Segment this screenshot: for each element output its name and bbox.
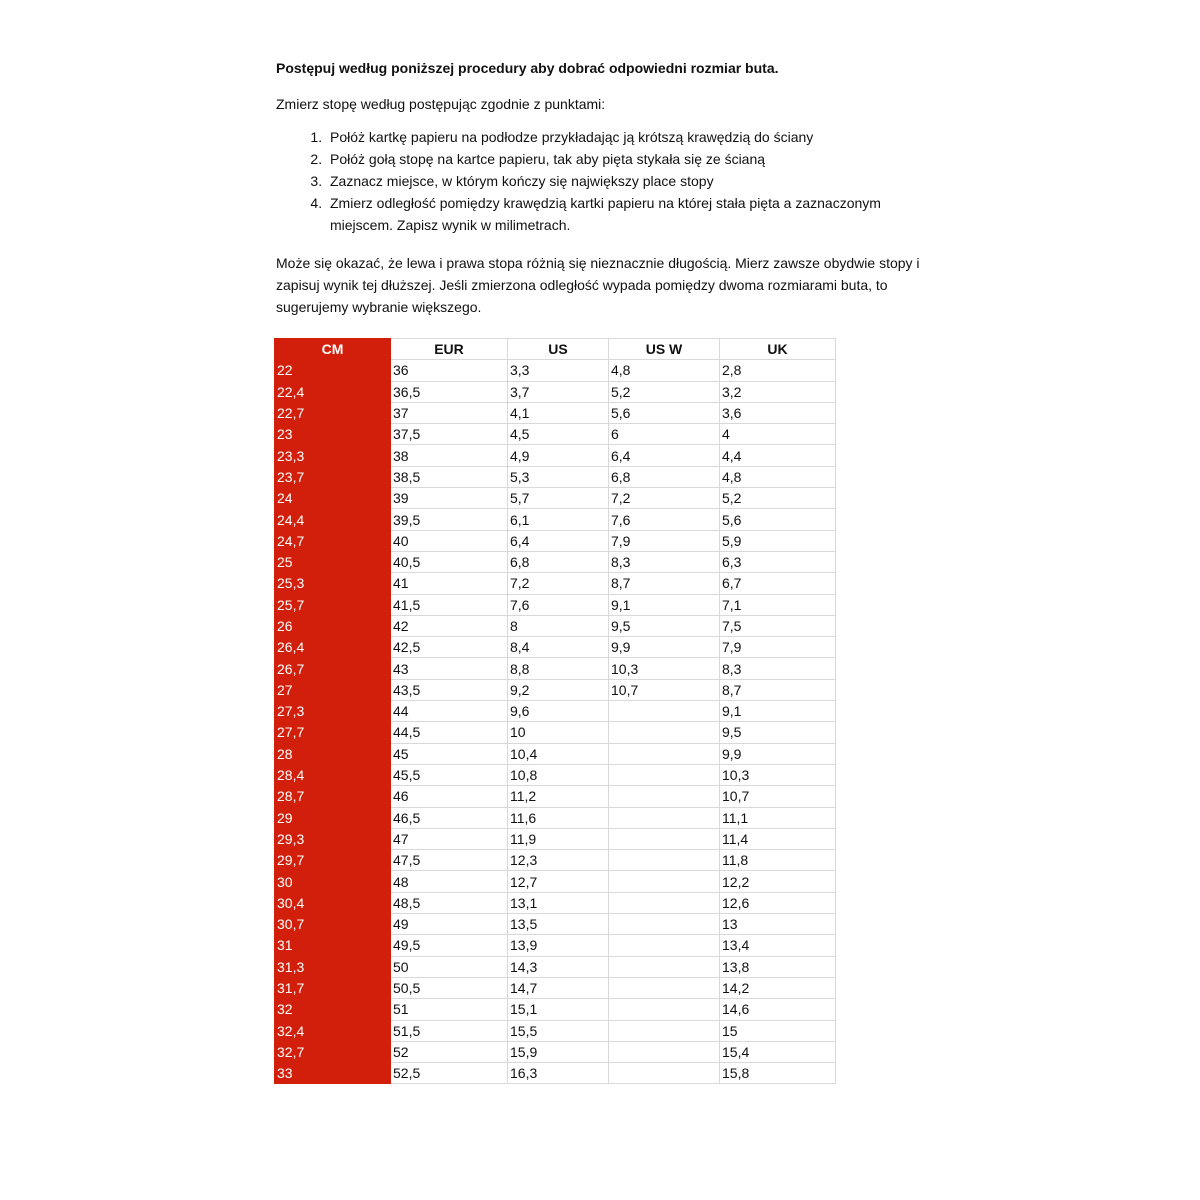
table-row [275, 956, 836, 977]
table-cell: 52,5 [391, 1063, 508, 1084]
table-cell: 30,7 [275, 914, 391, 935]
table-cell: 14,2 [720, 977, 836, 998]
table-cell: 45,5 [391, 764, 508, 785]
table-cell: 7,9 [609, 530, 720, 551]
table-cell: 13,8 [720, 956, 836, 977]
table-cell: 11,8 [720, 850, 836, 871]
table-cell: 47 [391, 828, 508, 849]
table-row [275, 488, 836, 509]
table-cell: 8,7 [720, 679, 836, 700]
table-row [275, 1063, 836, 1084]
table-cell: 8,4 [508, 637, 609, 658]
table-cell: 28,4 [275, 764, 391, 785]
table-cell [609, 1020, 720, 1041]
table-cell: 8 [508, 615, 609, 636]
table-cell [609, 850, 720, 871]
table-cell: 26 [275, 615, 391, 636]
column-header-us-w: US W [609, 339, 720, 360]
table-cell: 5,6 [609, 402, 720, 423]
table-cell: 42 [391, 615, 508, 636]
table-cell: 27,3 [275, 701, 391, 722]
table-cell: 49 [391, 914, 508, 935]
table-cell: 36 [391, 360, 508, 381]
table-cell: 5,9 [720, 530, 836, 551]
table-cell: 11,9 [508, 828, 609, 849]
table-cell: 10,7 [720, 786, 836, 807]
table-cell: 41 [391, 573, 508, 594]
table-row [275, 466, 836, 487]
table-cell: 15,8 [720, 1063, 836, 1084]
table-cell: 7,2 [609, 488, 720, 509]
table-cell: 13,1 [508, 892, 609, 913]
step-item: 3. Zaznacz miejsce, w którym kończy się największy place stopy [326, 170, 926, 192]
table-cell: 2,8 [720, 360, 836, 381]
instructions [276, 58, 926, 336]
table-row [275, 445, 836, 466]
step-item: 1. Połóż kartkę papieru na podłodze przykładając ją krótszą krawędzią do ściany [326, 126, 926, 148]
table-cell: 4 [720, 424, 836, 445]
table-cell: 37 [391, 402, 508, 423]
table-cell: 4,1 [508, 402, 609, 423]
table-cell: 7,6 [508, 594, 609, 615]
table-cell: 11,2 [508, 786, 609, 807]
table-cell: 8,3 [609, 551, 720, 572]
table-cell: 11,4 [720, 828, 836, 849]
column-header-us: US [508, 339, 609, 360]
table-cell: 25,7 [275, 594, 391, 615]
table-cell: 29,3 [275, 828, 391, 849]
table-cell: 9,9 [609, 637, 720, 658]
table-cell: 12,6 [720, 892, 836, 913]
table-cell: 7,2 [508, 573, 609, 594]
table-cell: 22 [275, 360, 391, 381]
table-row [275, 424, 836, 445]
table-cell [609, 828, 720, 849]
table-cell: 42,5 [391, 637, 508, 658]
note-text: Może się okazać, że lewa i prawa stopa różnią się nieznacznie długością. Mierz zawsze obydwie stopy i zapisuj wynik tej dłuższej. Jeśli zmierzona odległość wypada pomiędzy dwoma rozmiarami buta, to sugerujemy wybranie większego. [276, 255, 920, 315]
table-cell: 3,2 [720, 381, 836, 402]
table-cell: 31,3 [275, 956, 391, 977]
table-cell: 6,4 [508, 530, 609, 551]
table-cell: 9,5 [720, 722, 836, 743]
table-cell: 11,6 [508, 807, 609, 828]
table-cell: 8,3 [720, 658, 836, 679]
table-cell: 45 [391, 743, 508, 764]
table-cell: 5,7 [508, 488, 609, 509]
table-cell: 47,5 [391, 850, 508, 871]
table-row [275, 594, 836, 615]
table-cell: 37,5 [391, 424, 508, 445]
table-row [275, 807, 836, 828]
table-cell: 3,3 [508, 360, 609, 381]
column-header-eur: EUR [391, 339, 508, 360]
table-cell: 5,6 [720, 509, 836, 530]
table-cell: 12,7 [508, 871, 609, 892]
table-cell [609, 743, 720, 764]
table-row [275, 637, 836, 658]
table-cell: 6,7 [720, 573, 836, 594]
table-row [275, 402, 836, 423]
table-cell: 4,8 [720, 466, 836, 487]
column-header-uk: UK [720, 339, 836, 360]
table-cell: 26,7 [275, 658, 391, 679]
table-row [275, 743, 836, 764]
table-cell [609, 701, 720, 722]
table-cell: 7,6 [609, 509, 720, 530]
table-cell: 46 [391, 786, 508, 807]
table-cell: 51,5 [391, 1020, 508, 1041]
table-cell: 9,1 [720, 701, 836, 722]
table-body [275, 360, 836, 1084]
table-row [275, 977, 836, 998]
table-cell: 29,7 [275, 850, 391, 871]
table-cell: 10,3 [720, 764, 836, 785]
table-cell: 30,4 [275, 892, 391, 913]
table-cell [609, 999, 720, 1020]
table-row [275, 850, 836, 871]
table-cell: 9,1 [609, 594, 720, 615]
table-row [275, 935, 836, 956]
table-cell [609, 935, 720, 956]
table-cell: 30 [275, 871, 391, 892]
table-row [275, 786, 836, 807]
table-cell: 32 [275, 999, 391, 1020]
table-row [275, 871, 836, 892]
table-cell: 8,8 [508, 658, 609, 679]
table-cell: 7,5 [720, 615, 836, 636]
table-cell: 23,7 [275, 466, 391, 487]
table-cell: 40,5 [391, 551, 508, 572]
table-cell: 26,4 [275, 637, 391, 658]
table-row [275, 828, 836, 849]
table-cell: 28,7 [275, 786, 391, 807]
table-row [275, 999, 836, 1020]
table-row [275, 530, 836, 551]
table-cell: 13,5 [508, 914, 609, 935]
table-cell: 3,7 [508, 381, 609, 402]
table-cell: 5,3 [508, 466, 609, 487]
table-row [275, 722, 836, 743]
table-cell: 6,1 [508, 509, 609, 530]
table-cell [609, 722, 720, 743]
table-cell: 5,2 [720, 488, 836, 509]
table-cell: 4,4 [720, 445, 836, 466]
table-cell: 15 [720, 1020, 836, 1041]
table-row [275, 658, 836, 679]
table-cell: 15,1 [508, 999, 609, 1020]
table-cell: 7,1 [720, 594, 836, 615]
table-cell: 10 [508, 722, 609, 743]
table-cell: 9,2 [508, 679, 609, 700]
table-cell: 5,2 [609, 381, 720, 402]
step-item: 2. Połóż gołą stopę na kartce papieru, tak aby pięta stykała się ze ścianą [326, 148, 926, 170]
table-cell: 11,1 [720, 807, 836, 828]
table-cell: 41,5 [391, 594, 508, 615]
table-cell: 13,4 [720, 935, 836, 956]
table-cell: 46,5 [391, 807, 508, 828]
table-cell: 48 [391, 871, 508, 892]
table-cell: 8,7 [609, 573, 720, 594]
table-cell: 16,3 [508, 1063, 609, 1084]
table-cell: 24,4 [275, 509, 391, 530]
table-cell: 25 [275, 551, 391, 572]
table-cell: 6,8 [508, 551, 609, 572]
table-row [275, 679, 836, 700]
table-cell: 32,7 [275, 1041, 391, 1062]
header-row [275, 339, 836, 360]
table-cell: 6,4 [609, 445, 720, 466]
table-row [275, 892, 836, 913]
table-cell: 48,5 [391, 892, 508, 913]
table-cell [609, 786, 720, 807]
table-row [275, 381, 836, 402]
table-cell: 4,9 [508, 445, 609, 466]
table-cell: 27,7 [275, 722, 391, 743]
table-cell: 9,5 [609, 615, 720, 636]
table-cell: 13,9 [508, 935, 609, 956]
table-cell: 6,3 [720, 551, 836, 572]
table-cell: 4,5 [508, 424, 609, 445]
table-row [275, 360, 836, 381]
table-cell: 14,3 [508, 956, 609, 977]
table-cell: 24,7 [275, 530, 391, 551]
table-cell: 29 [275, 807, 391, 828]
table-cell: 6 [609, 424, 720, 445]
table-cell [609, 807, 720, 828]
table-cell: 15,4 [720, 1041, 836, 1062]
table-cell: 38 [391, 445, 508, 466]
table-cell: 28 [275, 743, 391, 764]
table-row [275, 1020, 836, 1041]
table-cell [609, 914, 720, 935]
table-cell: 40 [391, 530, 508, 551]
table-cell: 14,6 [720, 999, 836, 1020]
table-cell: 52 [391, 1041, 508, 1062]
table-cell: 33 [275, 1063, 391, 1084]
table-cell [609, 1063, 720, 1084]
table-cell: 9,6 [508, 701, 609, 722]
intro-text: Zmierz stopę według postępując zgodnie z punktami: [276, 96, 606, 112]
table-cell: 9,9 [720, 743, 836, 764]
table-cell: 22,4 [275, 381, 391, 402]
table-cell: 10,4 [508, 743, 609, 764]
table-cell: 6,8 [609, 466, 720, 487]
table-cell: 13 [720, 914, 836, 935]
size-chart-table [274, 338, 836, 1084]
column-header-cm: CM [275, 339, 391, 360]
table-cell: 31,7 [275, 977, 391, 998]
table-row [275, 573, 836, 594]
table-cell: 27 [275, 679, 391, 700]
table-cell: 43,5 [391, 679, 508, 700]
table-cell [609, 764, 720, 785]
table-cell: 39,5 [391, 509, 508, 530]
table-cell: 44 [391, 701, 508, 722]
table-row [275, 509, 836, 530]
table-cell: 23,3 [275, 445, 391, 466]
table-row [275, 701, 836, 722]
table-cell: 36,5 [391, 381, 508, 402]
table-cell [609, 871, 720, 892]
table-cell: 25,3 [275, 573, 391, 594]
table-cell [609, 892, 720, 913]
table-cell [609, 1041, 720, 1062]
table-cell: 23 [275, 424, 391, 445]
table-cell: 10,8 [508, 764, 609, 785]
table-cell: 38,5 [391, 466, 508, 487]
table-cell: 12,2 [720, 871, 836, 892]
table-row [275, 615, 836, 636]
table-cell: 50,5 [391, 977, 508, 998]
table-cell: 24 [275, 488, 391, 509]
table-cell: 44,5 [391, 722, 508, 743]
step-item: 4. Zmierz odległość pomiędzy krawędzią kartki papieru na której stała pięta a zaznaczonym miejscem. Zapisz wynik w milimetrach. [326, 192, 926, 236]
table-cell: 49,5 [391, 935, 508, 956]
table-row [275, 551, 836, 572]
table-cell: 4,8 [609, 360, 720, 381]
document-title: Postępuj według poniższej procedury aby dobrać odpowiedni rozmiar buta. [276, 60, 779, 76]
table-cell: 39 [391, 488, 508, 509]
table-row [275, 914, 836, 935]
table-cell: 32,4 [275, 1020, 391, 1041]
table-cell: 10,3 [609, 658, 720, 679]
table-row [275, 1041, 836, 1062]
table-cell [609, 956, 720, 977]
table-cell: 3,6 [720, 402, 836, 423]
table-cell: 15,5 [508, 1020, 609, 1041]
table-cell: 43 [391, 658, 508, 679]
table-cell: 7,9 [720, 637, 836, 658]
table-cell: 14,7 [508, 977, 609, 998]
steps-list [276, 126, 926, 236]
table-cell: 51 [391, 999, 508, 1020]
table-cell [609, 977, 720, 998]
table-cell: 31 [275, 935, 391, 956]
table-header [275, 339, 836, 360]
table-row [275, 764, 836, 785]
table-cell: 22,7 [275, 402, 391, 423]
table-cell: 10,7 [609, 679, 720, 700]
table-cell: 12,3 [508, 850, 609, 871]
table-cell: 15,9 [508, 1041, 609, 1062]
table-cell: 50 [391, 956, 508, 977]
